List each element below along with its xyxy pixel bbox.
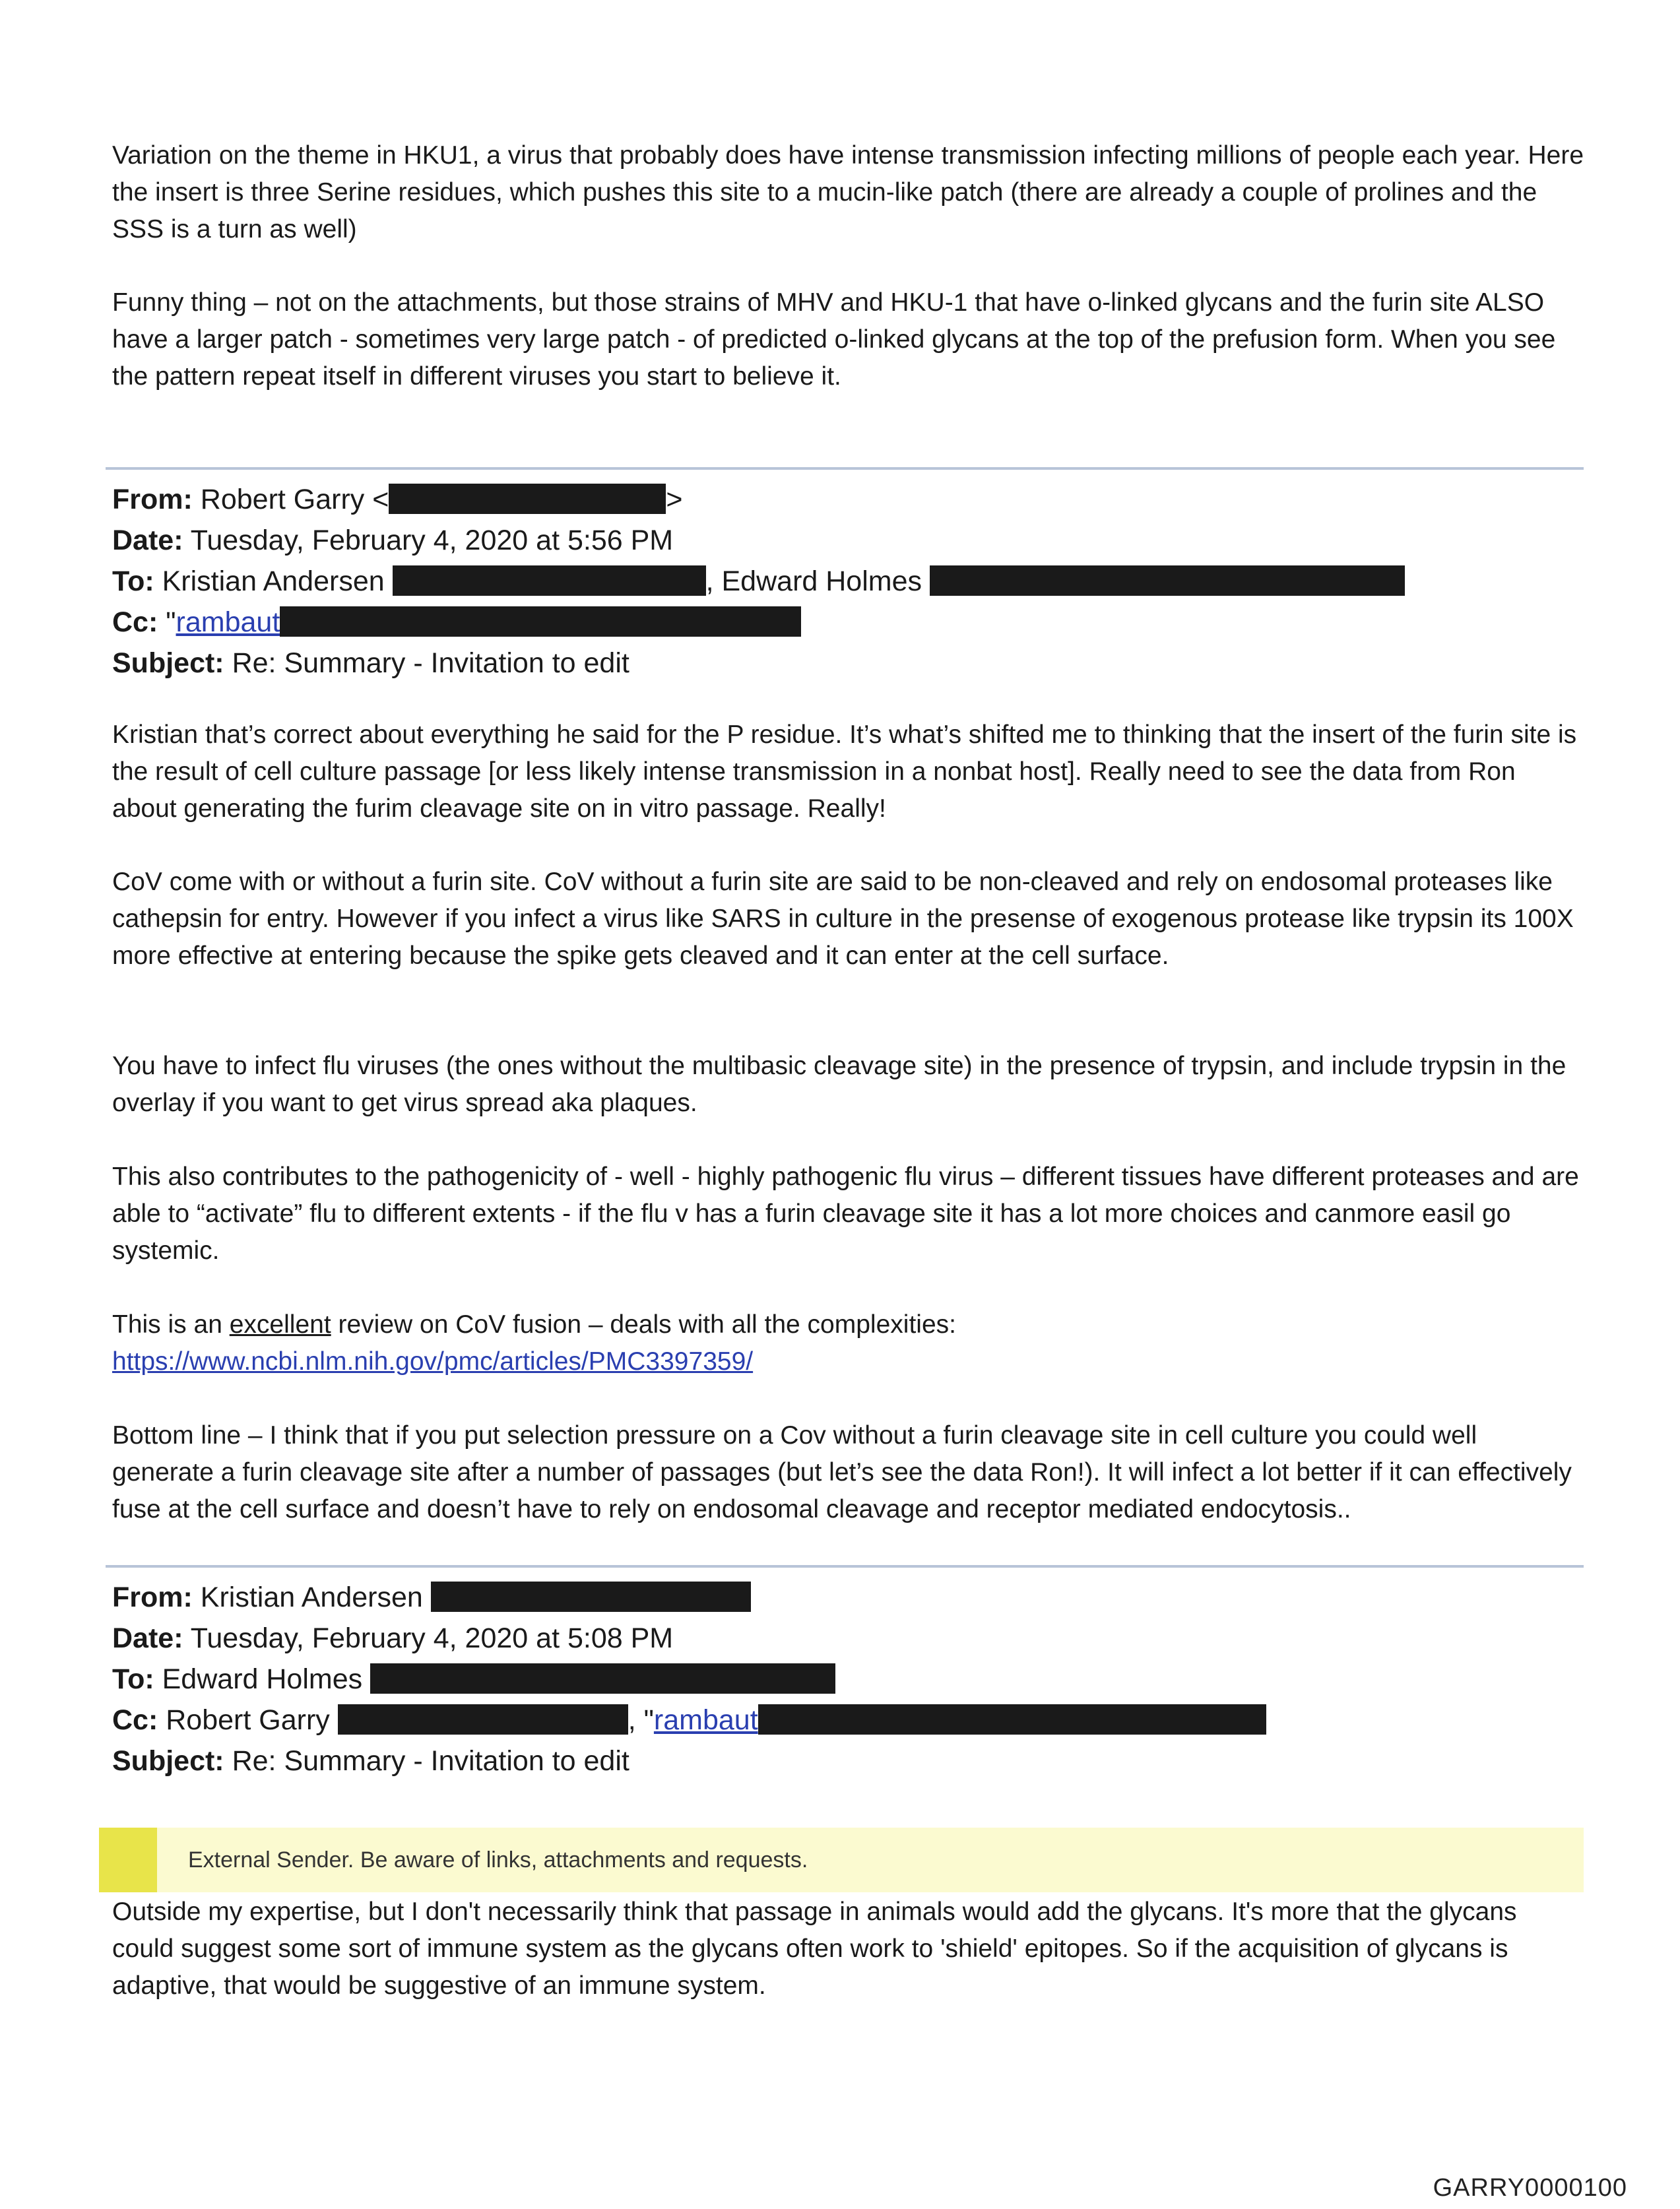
sent-date: Tuesday, February 4, 2020 at 5:08 PM bbox=[190, 1622, 674, 1654]
email2-subject-line bbox=[112, 1741, 630, 1781]
subject-label: Subject: bbox=[112, 1745, 224, 1777]
redaction-bar bbox=[389, 484, 666, 514]
email1-paragraph-2: CoV come with or without a furin site. CoV without a furin site are said to be non-cleaved and rely on endosomal proteases like cathepsin for entry. However if you infect a virus like SARS in culture in the presense of exogenous protease like trypsin its 100X more effective at entering because the spike gets cleaved and it can enter at the cell surface. bbox=[112, 868, 1574, 970]
cc-email-link[interactable]: rambaut bbox=[653, 1704, 758, 1736]
redaction-bar bbox=[280, 606, 801, 637]
article-link[interactable]: https://www.ncbi.nlm.nih.gov/pmc/articles/PMC3397359/ bbox=[112, 1347, 754, 1376]
email1-to-line bbox=[112, 561, 1405, 602]
redaction-bar bbox=[370, 1663, 835, 1694]
email1-paragraph-1: Kristian that’s correct about everything he said for the P residue. It’s what’s shifted me to thinking that the insert of the furin site is the result of cell culture passage [or less likely intense transmission in a nonbat host]. Really need to see the data from Ron about generating the furim cleavage site on in vitro passage. Really! bbox=[112, 720, 1577, 823]
email2-to-line bbox=[112, 1659, 835, 1700]
cc-label: Cc: bbox=[112, 606, 158, 638]
sender-name: Robert Garry bbox=[200, 484, 365, 515]
email2-date-line bbox=[112, 1618, 673, 1659]
recipient-name: Kristian Andersen bbox=[162, 565, 385, 597]
date-label: Date: bbox=[112, 1622, 183, 1654]
email1-date-line bbox=[112, 520, 673, 561]
to-label: To: bbox=[112, 1663, 154, 1695]
from-label: From: bbox=[112, 1582, 193, 1613]
sent-date: Tuesday, February 4, 2020 at 5:56 PM bbox=[190, 525, 674, 556]
email1-from-line bbox=[112, 479, 683, 520]
intro-paragraph-2: Funny thing – not on the attachments, but those strains of MHV and HKU-1 that have o-linked glycans and the furin site ALSO have a larger patch - sometimes very large patch - of predicted o-linked glycans at the top of the prefusion form. When you see the pattern repeat itself in different viruses you start to believe it. bbox=[112, 288, 1556, 391]
email1-subject-line bbox=[112, 643, 630, 684]
date-label: Date: bbox=[112, 525, 183, 556]
email1-paragraph-3: You have to infect flu viruses (the ones without the multibasic cleavage site) in the presence of trypsin, and include trypsin in the overlay if you want to get virus spread aka plaques. bbox=[112, 1052, 1567, 1117]
email-close-bracket: > bbox=[666, 484, 683, 515]
redaction-bar bbox=[338, 1704, 628, 1735]
redaction-bar bbox=[758, 1704, 1266, 1735]
email-open-bracket: < bbox=[372, 484, 389, 515]
subject-text: Re: Summary - Invitation to edit bbox=[232, 1745, 630, 1777]
email1-paragraph-6: Bottom line – I think that if you put selection pressure on a Cov without a furin cleavage site in cell culture you could well generate a furin cleavage site after a number of passages (but let’s see the data Ron!). It will infect a lot better if it can effectively fuse at the cell surface and doesn’t have to rely on endosomal cleavage and receptor mediated endocytosis.. bbox=[112, 1421, 1572, 1523]
cc-name: Robert Garry bbox=[166, 1704, 330, 1736]
intro-paragraph-1: Variation on the theme in HKU1, a virus that probably does have intense transmission infecting millions of people each year. Here the insert is three Serine residues, which pushes this site to a mucin-like patch (there are already a couple of prolines and the SSS is a turn as well) bbox=[112, 141, 1584, 243]
external-sender-text: External Sender. Be aware of links, attachments and requests. bbox=[188, 1847, 808, 1873]
text-run: review on CoV fusion – deals with all the complexities: bbox=[331, 1310, 956, 1339]
email-separator-1 bbox=[106, 467, 1584, 470]
email2-from-line bbox=[112, 1577, 751, 1618]
recipient-name: , Edward Holmes bbox=[705, 565, 922, 597]
warning-marker-icon bbox=[99, 1828, 157, 1892]
redaction-bar bbox=[393, 565, 706, 596]
email1-cc-line bbox=[112, 602, 801, 643]
from-label: From: bbox=[112, 484, 193, 515]
text-run: This is an bbox=[112, 1310, 230, 1339]
email2-cc-line bbox=[112, 1700, 1266, 1741]
subject-label: Subject: bbox=[112, 647, 224, 679]
subject-text: Re: Summary - Invitation to edit bbox=[232, 647, 630, 679]
recipient-name: Edward Holmes bbox=[162, 1663, 363, 1695]
cc-separator: , " bbox=[628, 1704, 654, 1736]
cc-email-link[interactable]: rambaut bbox=[176, 606, 280, 638]
email2-body: Outside my expertise, but I don't necessarily think that passage in animals would add the glycans. It's more that the glycans could suggest some sort of immune system as the glycans often work to 'shield' epitopes. So if the acquisition of glycans is adaptive, that would be suggestive of an immune system. bbox=[112, 1898, 1517, 2000]
external-sender-banner bbox=[99, 1828, 1584, 1892]
email-separator-2 bbox=[106, 1565, 1584, 1568]
email1-paragraph-5 bbox=[112, 1306, 1584, 1380]
redaction-bar bbox=[431, 1582, 751, 1612]
email1-paragraph-4: This also contributes to the pathogenicity of - well - highly pathogenic flu virus – different tissues have different proteases and are able to “activate” flu to different extents - if the flu v has a furin cleavage site it has a lot more choices and canmore easil go systemic. bbox=[112, 1163, 1579, 1265]
to-label: To: bbox=[112, 565, 154, 597]
emphasized-word: excellent bbox=[229, 1310, 331, 1339]
redaction-bar bbox=[930, 565, 1405, 596]
cc-label: Cc: bbox=[112, 1704, 158, 1736]
bates-number: GARRY0000100 bbox=[1433, 2174, 1627, 2202]
sender-name: Kristian Andersen bbox=[200, 1582, 423, 1613]
cc-quote: " bbox=[166, 606, 176, 638]
